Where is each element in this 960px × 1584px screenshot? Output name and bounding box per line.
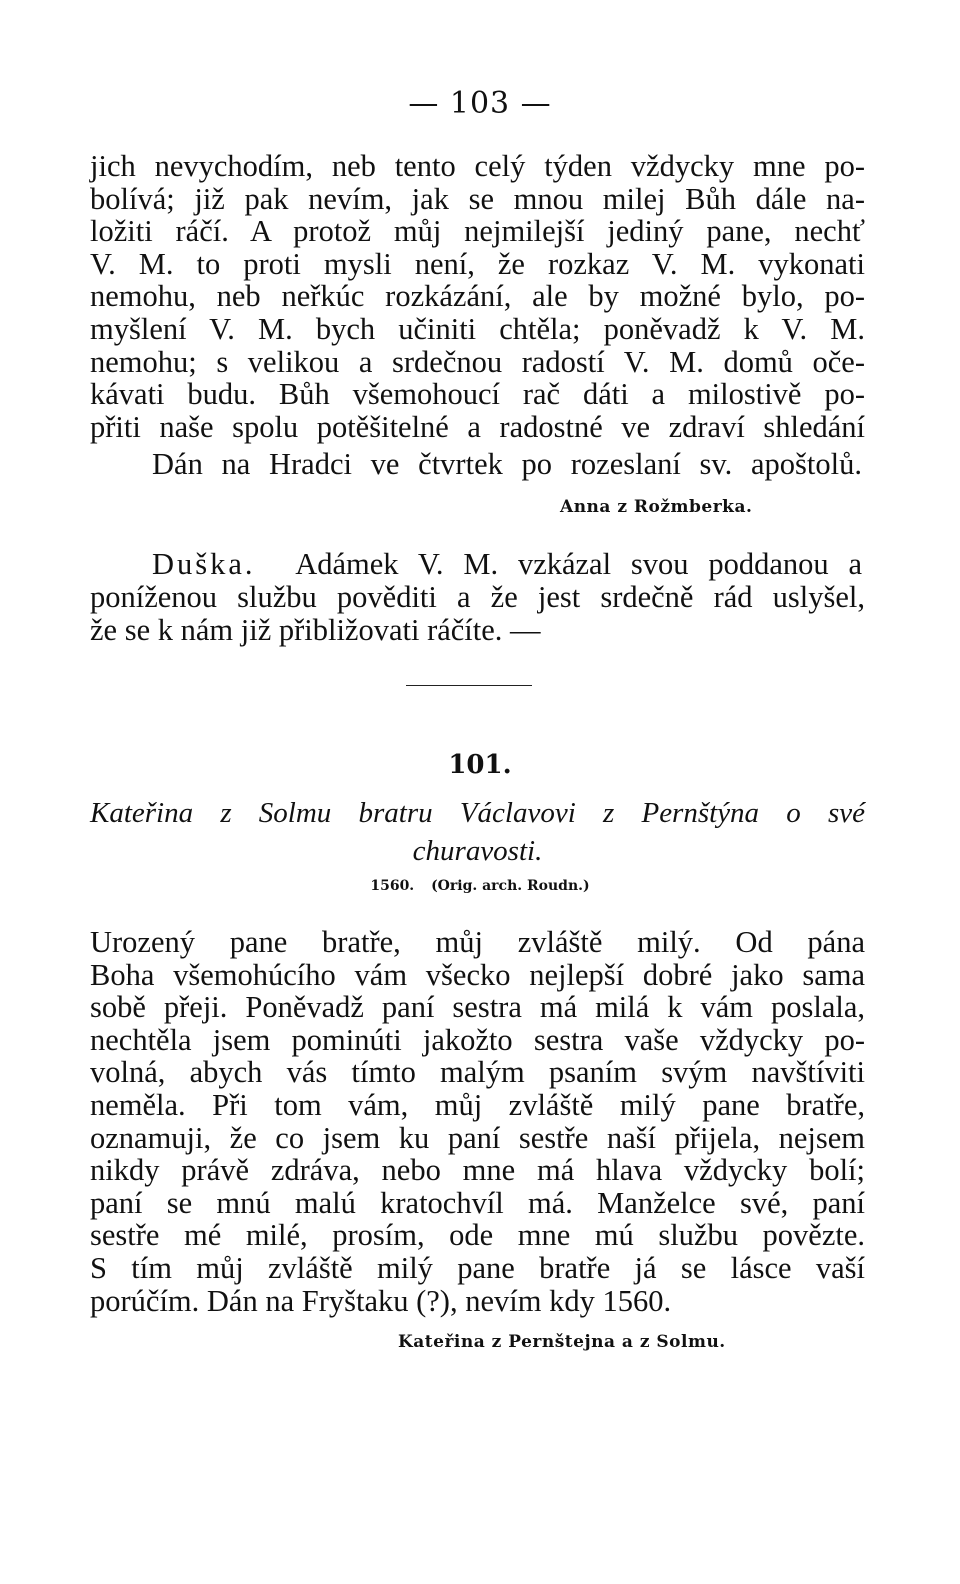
title-line: churavosti. [412,835,543,867]
text-line: ložiti ráčí. A protož můj nejmilejší jediný pane, nechť [90,214,865,249]
text-line: volná, abych vás tímto malým psaním svým navštíviti [90,1055,865,1090]
date-line: Dán na Hradci ve čtvrtek po rozeslaní sv. apoštolů. [152,447,862,481]
text-line: V. M. to proti mysli není, že rozkaz V. M. vykonati [90,246,865,281]
letter-100-postscript [90,581,865,646]
letter-100-signature: Anna z Rožmberka. [560,497,753,517]
text-line: neměla. Při tom vám, můj zvláště milý pane bratře, [90,1087,865,1122]
text-line: myšlení V. M. bych učiniti chtěla; poněvadž k V. M. [90,311,865,346]
text-line: nikdy právě zdráva, nebo mne má hlava vždycky bolí; [90,1153,865,1188]
text-line: Urozený pane bratře, můj zvláště milý. Od pána [90,925,865,959]
text-line: Boha všemohúcího vám všecko nejlepší dobré jako sama [90,957,865,992]
postscript-label: Duška. [152,547,256,581]
text-line: poníženou službu pověditi a že jest srdečně rád uslyšel, [90,580,865,614]
letter-101-body [90,926,865,1317]
letter-100-body [90,150,865,443]
text-line: S tím můj zvláště milý pane bratře já se lásce vaší [90,1250,865,1285]
letter-number: 101. [448,750,512,780]
letter-100-date-line [152,448,862,481]
title-line: Kateřina z Solmu bratru Václavovi z Pernštýna o své [90,797,865,829]
letter-year: 1560. [370,878,415,894]
text-line: paní se mnú malú kratochvíl má. Manželce své, paní [90,1185,865,1220]
archive-reference: (Orig. arch. Roudn.) [431,878,590,894]
letter-101-signature: Kateřina z Pernštejna a z Solmu. [398,1332,726,1352]
text-line: přiti naše spolu potěšitelné a radostné ve zdraví shledání [90,409,865,444]
postscript-text: Adámek V. M. vzkázal svou poddanou a [295,547,862,581]
postscript-first-line [152,548,862,581]
text-line: sobě přeji. Poněvadž paní sestra má milá k vám poslala, [90,990,865,1025]
letter-title [90,794,865,870]
text-line: jich nevychodím, neb tento celý týden vždycky mne po- [90,149,865,183]
section-divider [406,685,532,686]
text-line: bolívá; již pak nevím, jak se mnou milej Bůh dále na- [90,181,865,216]
text-line: nemohu, neb neřkúc rozkázání, ale by možné bylo, po- [90,279,865,314]
text-line: oznamuji, že co jsem ku paní sestře naší přijela, nejsem [90,1120,865,1155]
letter-source [0,878,960,894]
text-line: nechtěla jsem pominúti jakožto sestra vaše vždycky po- [90,1022,865,1057]
text-line: nemohu; s velikou a srdečnou radostí V. M. domů oče- [90,344,865,379]
page-number: — 103 — [408,86,552,121]
letter-100-postscript-first [152,548,862,581]
text-line: že se k nám již přibližovati ráčíte. — [90,612,541,647]
text-line: kávati budu. Bůh všemohoucí rač dáti a milostivě po- [90,377,865,412]
text-line: porúčím. Dán na Fryštaku (?), nevím kdy 1560. [90,1283,672,1318]
text-line: sestře mé milé, prosím, ode mne mú službu povězte. [90,1218,865,1253]
